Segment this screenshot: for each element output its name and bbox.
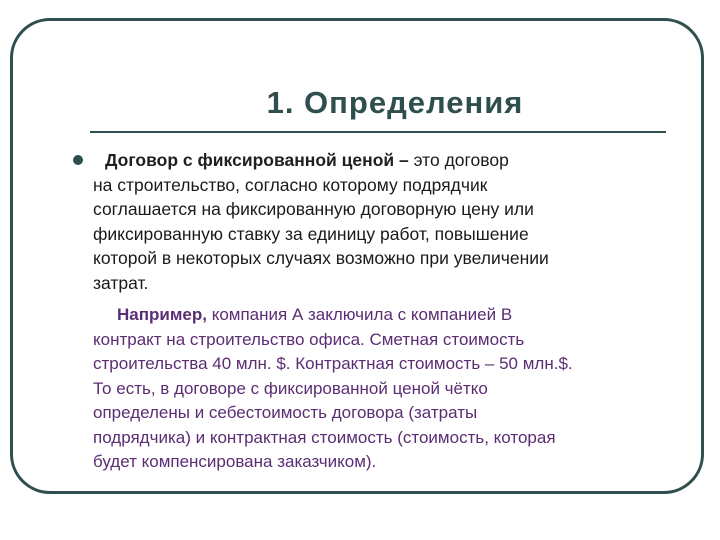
definition-line1-rest: это договор	[413, 150, 509, 170]
example-line: строительства 40 млн. $. Контрактная стоимость – 50 млн.$.	[93, 354, 573, 373]
example-label: Например,	[117, 305, 207, 324]
definition-line: затрат.	[93, 272, 149, 293]
definition-line: которой в некоторых случаях возможно при увеличении	[93, 248, 549, 268]
example-line: определены и себестоимость договора (затраты	[93, 403, 478, 422]
example-line: То есть, в договоре с фиксированной ценой чётко	[93, 378, 488, 398]
example-paragraph	[93, 303, 678, 475]
definition-term: Договор с фиксированной ценой	[105, 150, 395, 170]
example-line: подрядчика) и контрактная стоимость (стоимость, которая	[93, 427, 556, 447]
slide-title: 1. Определения	[266, 85, 524, 120]
definition-paragraph	[93, 148, 673, 295]
example-first-line	[93, 303, 678, 328]
example-line: контракт на строительство офиса. Сметная стоимость	[93, 329, 525, 349]
example-line: будет компенсирована заказчиком).	[93, 452, 377, 471]
definition-line: фиксированную ставку за единицу работ, повышение	[93, 223, 529, 244]
definition-dash: –	[394, 150, 414, 170]
example-line1-rest: компания А заключила с компанией В	[206, 305, 513, 324]
definition-line: на строительство, согласно которому подрядчик	[93, 174, 488, 195]
definition-first-line	[93, 148, 673, 173]
definition-line: соглашается на фиксированную договорную цену или	[93, 199, 534, 219]
bullet-dot-icon	[73, 155, 83, 165]
title-underline	[90, 131, 666, 133]
